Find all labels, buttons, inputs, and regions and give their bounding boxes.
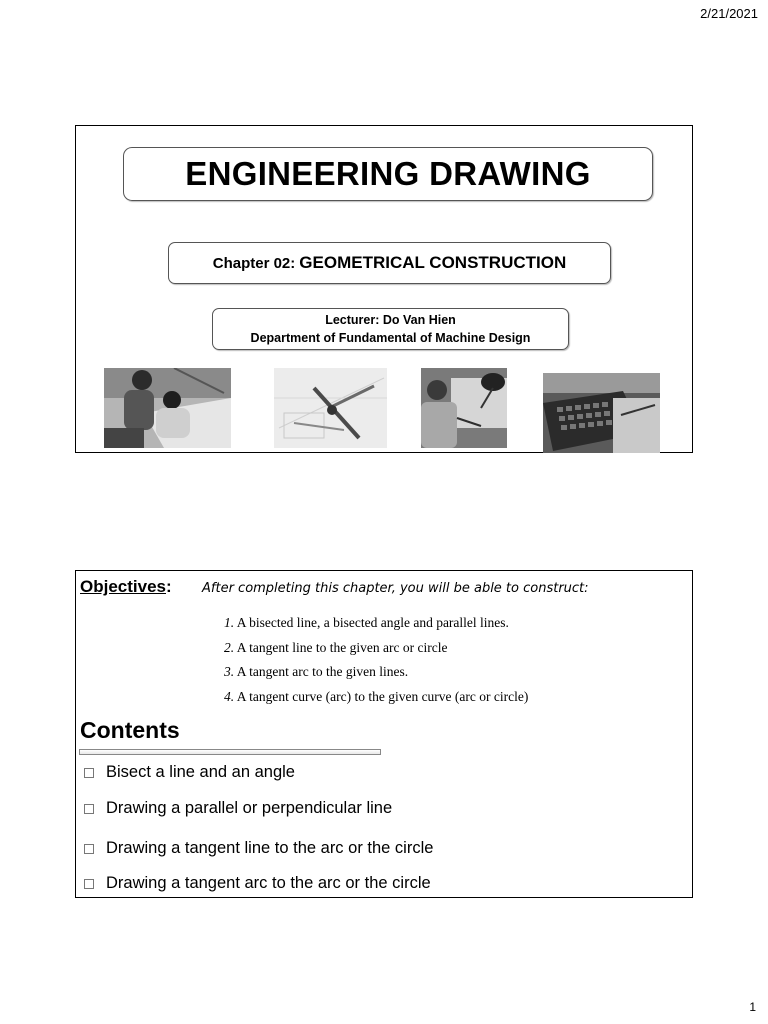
lecturer-info bbox=[212, 308, 569, 350]
course-title: ENGINEERING DRAWING bbox=[123, 147, 653, 201]
keyboard-photo bbox=[543, 373, 660, 453]
lecturer-name: Lecturer: Do Van Hien bbox=[325, 313, 456, 327]
objectives-intro: After completing this chapter, you will be able to construct: bbox=[202, 581, 589, 596]
drafting-desk-photo bbox=[421, 368, 507, 448]
compass-tools-photo bbox=[274, 368, 387, 448]
title-slide bbox=[75, 125, 693, 453]
objective-item: 2. A tangent line to the given arc or circle bbox=[224, 639, 448, 655]
checkbox-bullet-icon bbox=[84, 879, 94, 889]
objectives-list bbox=[224, 615, 528, 713]
contents-item: Drawing a tangent arc to the arc or the circle bbox=[84, 874, 431, 893]
contents-underline-bar bbox=[79, 749, 381, 755]
students-drafting-photo bbox=[104, 368, 231, 448]
objectives-colon: : bbox=[166, 577, 172, 596]
chapter-title: GEOMETRICAL CONSTRUCTION bbox=[299, 253, 567, 272]
objectives-heading bbox=[80, 577, 172, 597]
chapter-heading bbox=[168, 242, 611, 284]
chapter-number: Chapter 02: bbox=[212, 254, 296, 272]
contents-item: Drawing a tangent line to the arc or the circle bbox=[84, 839, 433, 858]
contents-heading: Contents bbox=[80, 717, 180, 743]
objectives-slide bbox=[75, 570, 693, 898]
contents-item: Drawing a parallel or perpendicular line bbox=[84, 799, 392, 818]
objective-item: 4. A tangent curve (arc) to the given curve (arc or circle) bbox=[224, 688, 529, 704]
print-date: 2/21/2021 bbox=[700, 6, 758, 21]
checkbox-bullet-icon bbox=[84, 804, 94, 814]
objectives-label: Objectives bbox=[80, 577, 166, 596]
objective-item: 1. A bisected line, a bisected angle and parallel lines. bbox=[224, 615, 509, 630]
page-number: 1 bbox=[749, 1000, 756, 1014]
department-name: Department of Fundamental of Machine Design bbox=[250, 331, 531, 345]
checkbox-bullet-icon bbox=[84, 844, 94, 854]
contents-item: Bisect a line and an angle bbox=[84, 763, 295, 782]
objective-item: 3. A tangent arc to the given lines. bbox=[224, 664, 409, 679]
checkbox-bullet-icon bbox=[84, 768, 94, 778]
